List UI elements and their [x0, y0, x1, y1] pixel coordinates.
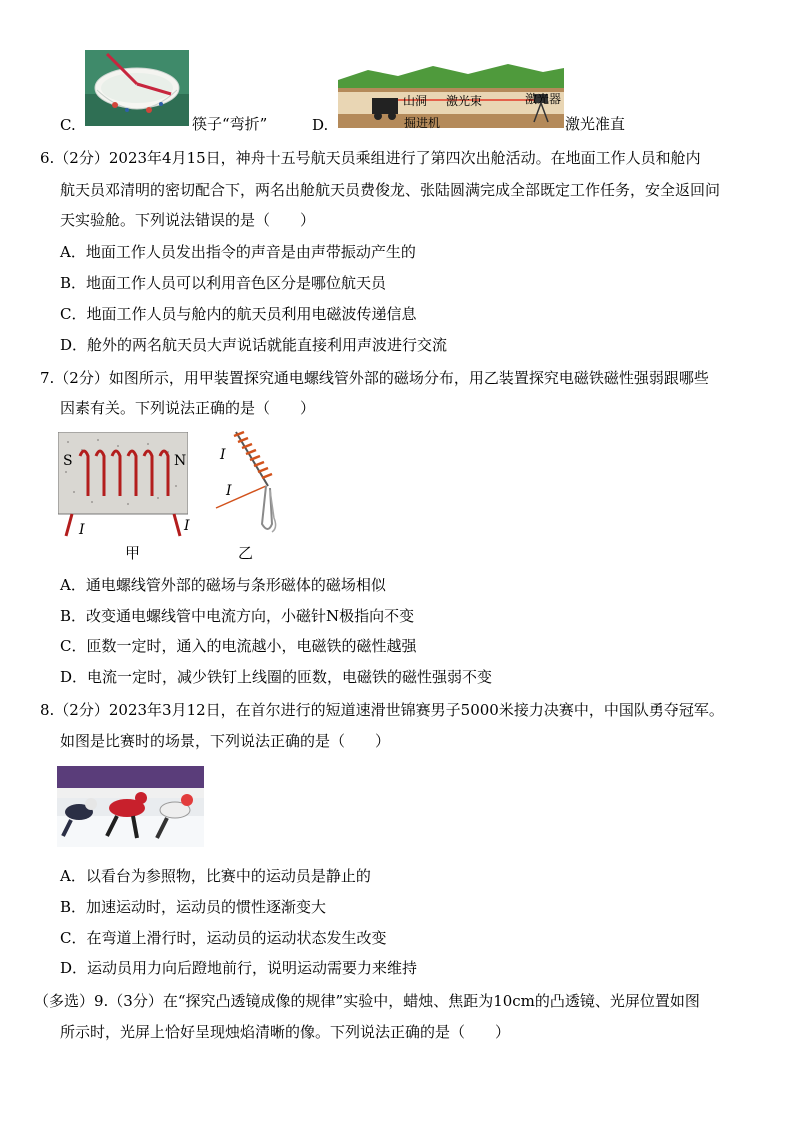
q9-stem-line-1: （多选）9.（3分）在“探究凸透镜成像的规律”实验中，蜡烛、焦距为10cm的凸透镜、光屏位置如图	[34, 992, 700, 1010]
pole-label-s: S	[63, 453, 73, 469]
speed-skating-image	[57, 766, 204, 847]
q7-stem-line-1: 7.（2分）如图所示，用甲装置探究通电螺线管外部的磁场分布，用乙装置探究电磁铁磁性强弱跟哪些	[40, 369, 709, 387]
q6-stem-line-3: 天实验舱。下列说法错误的是（ ）	[60, 211, 316, 229]
chopstick-bowl-image	[85, 50, 189, 126]
q7-option-b: B．改变通电螺线管中电流方向，小磁针N极指向不变	[60, 607, 415, 625]
q8-stem-line-1: 8.（2分）2023年3月12日，在首尔进行的短道速滑世锦赛男子5000米接力决赛中，中国队勇夺冠军。	[40, 701, 724, 719]
current-label-left: I	[79, 522, 85, 538]
figure-label-yi: 乙	[238, 544, 254, 562]
electromagnet-figure-yi	[212, 428, 282, 540]
figure-label-jia: 甲	[125, 544, 141, 562]
q6-option-a: A．地面工作人员发出指令的声音是由声带振动产生的	[60, 243, 416, 261]
option-d-caption: 激光准直	[565, 115, 626, 133]
option-c-letter: C.	[60, 116, 76, 134]
q7-option-a: A．通电螺线管外部的磁场与条形磁体的磁场相似	[60, 576, 386, 594]
current-label-top: I	[220, 447, 226, 463]
q7-stem-line-2: 因素有关。下列说法正确的是（ ）	[60, 399, 316, 417]
q6-option-d: D．舱外的两名航天员大声说话就能直接利用声波进行交流	[60, 336, 448, 354]
q6-option-b: B．地面工作人员可以利用音色区分是哪位航天员	[60, 274, 387, 292]
label-laser-beam: 激光束	[446, 94, 483, 108]
q8-option-c: C．在弯道上滑行时，运动员的运动状态发生改变	[60, 929, 387, 947]
label-laser: 激光器	[525, 92, 562, 106]
q6-stem-line-1: 6.（2分）2023年4月15日，神舟十五号航天员乘组进行了第四次出舱活动。在地面工作人员和舱内	[40, 149, 701, 167]
solenoid-figure-jia	[58, 432, 188, 540]
q8-stem-line-2: 如图是比赛时的场景，下列说法正确的是（ ）	[60, 732, 391, 750]
q6-option-c: C．地面工作人员与舱内的航天员利用电磁波传递信息	[60, 305, 417, 323]
q7-option-c: C．匝数一定时，通入的电流越小，电磁铁的磁性越强	[60, 637, 417, 655]
option-d-letter: D.	[312, 116, 329, 134]
q6-stem-line-2: 航天员邓清明的密切配合下，两名出舱航天员费俊龙、张陆圆满完成全部既定工作任务，安全返回问	[60, 181, 721, 199]
label-tbm: 掘进机	[404, 116, 441, 130]
pole-label-n: N	[174, 453, 187, 469]
q9-stem-line-2: 所示时，光屏上恰好呈现烛焰清晰的像。下列说法正确的是（ ）	[60, 1023, 511, 1041]
q8-option-b: B．加速运动时，运动员的惯性逐渐变大	[60, 898, 327, 916]
label-cave: 山洞	[403, 94, 428, 108]
current-label-right: I	[184, 518, 190, 534]
q8-option-d: D．运动员用力向后蹬地前行，说明运动需要力来维持	[60, 959, 418, 977]
option-c-caption: 筷子“弯折”	[192, 115, 268, 133]
current-label-wire: I	[226, 483, 232, 499]
q7-option-d: D．电流一定时，减少铁钉上线圈的匝数，电磁铁的磁性强弱不变	[60, 668, 493, 686]
q8-option-a: A．以看台为参照物，比赛中的运动员是静止的	[60, 867, 371, 885]
